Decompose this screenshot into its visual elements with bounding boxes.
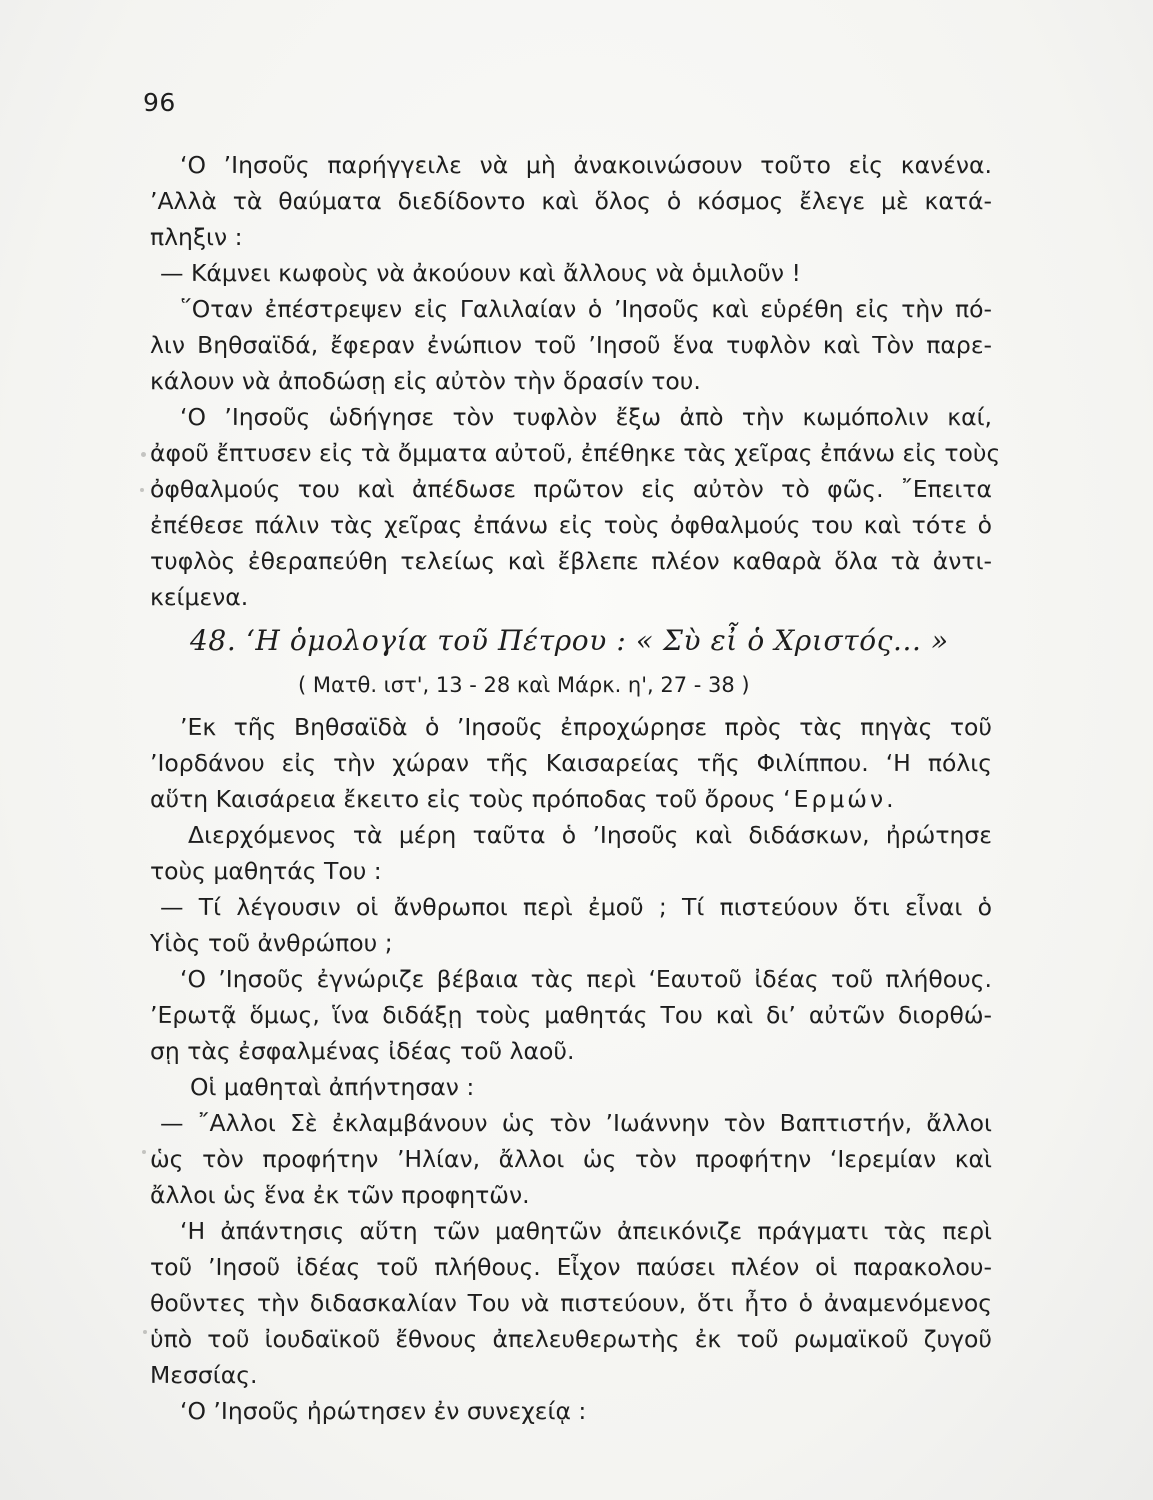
text-line: ’Εκ τῆς Βηθσαϊδὰ ὁ ’Ιησοῦς ἐπροχώρησε πρὸς τὰς πηγὰς τοῦ: [180, 713, 992, 741]
scan-speck: [140, 488, 144, 492]
mountain-name: ‘Ερμών.: [783, 785, 897, 813]
text-line: τοῦ ’Ιησοῦ ἰδέας τοῦ πλήθους. Εἶχον παύσει πλέον οἱ παρακολου-: [150, 1253, 992, 1281]
scripture-citation: ( Ματθ. ιστ', 13 - 28 καὶ Μάρκ. η', 27 - 38 ): [298, 673, 750, 697]
text-line: ῞Οταν ἐπέστρεψεν εἰς Γαλιλαίαν ὁ ’Ιησοῦς καὶ εὑρέθη εἰς τὴν πό-: [180, 295, 992, 323]
page-number: 96: [143, 88, 176, 117]
scan-speck: [142, 1150, 146, 1154]
text-line: κάλουν νὰ ἀποδώσῃ εἰς αὐτὸν τὴν ὅρασίν του.: [150, 367, 701, 395]
text-line: ἐπέθεσε πάλιν τὰς χεῖρας ἐπάνω εἰς τοὺς ὀφθαλμούς του καὶ τότε ὁ: [150, 511, 992, 539]
text-line: ‘Η ἀπάντησις αὕτη τῶν μαθητῶν ἀπεικόνιζε πράγματι τὰς περὶ: [180, 1217, 992, 1245]
text-line: ’Αλλὰ τὰ θαύματα διεδίδοντο καὶ ὅλος ὁ κόσμος ἔλεγε μὲ κατά-: [150, 187, 992, 215]
text-line: ‘Ο ’Ιησοῦς παρήγγειλε νὰ μὴ ἀνακοινώσουν τοῦτο εἰς κανένα.: [180, 151, 992, 179]
text-line: σῃ τὰς ἐσφαλμένας ἰδέας τοῦ λαοῦ.: [150, 1037, 575, 1065]
text-line: Μεσσίας.: [150, 1361, 258, 1389]
text-line: Διερχόμενος τὰ μέρη ταῦτα ὁ ’Ιησοῦς καὶ διδάσκων, ἠρώτησε: [188, 821, 992, 849]
dialogue-line: ἄλλοι ὡς ἕνα ἐκ τῶν προφητῶν.: [150, 1181, 530, 1209]
text-line: θοῦντες τὴν διδασκαλίαν Του νὰ πιστεύουν, ὅτι ἦτο ὁ ἀναμενόμενος: [150, 1289, 992, 1317]
dialogue-line: Υἱὸς τοῦ ἀνθρώπου ;: [150, 929, 393, 957]
section-heading: 48. ‘Η ὁμολογία τοῦ Πέτρου : « Σὺ εἶ ὁ Χριστός... »: [190, 624, 949, 657]
text-fragment: αὕτη Καισάρεια ἔκειτο εἰς τοὺς πρόποδας τοῦ ὄρους: [150, 785, 776, 813]
text-line: ’Ερωτᾷ ὅμως, ἵνα διδάξῃ τοὺς μαθητάς Του καὶ δι’ αὐτῶν διορθώ-: [150, 1001, 992, 1029]
text-line: ’Ιορδάνου εἰς τὴν χώραν τῆς Καισαρείας τῆς Φιλίππου. ‘Η πόλις: [150, 749, 992, 777]
text-line: ‘Ο ’Ιησοῦς ἠρώτησεν ἐν συνεχείᾳ :: [180, 1397, 587, 1425]
text-line: ὀφθαλμούς του καὶ ἀπέδωσε πρῶτον εἰς αὐτὸν τὸ φῶς. ῎Επειτα: [150, 475, 992, 503]
text-line: τοὺς μαθητάς Του :: [150, 857, 382, 885]
dialogue-line: — Τί λέγουσιν οἱ ἄνθρωποι περὶ ἐμοῦ ; Τί πιστεύουν ὅτι εἶναι ὁ: [160, 893, 992, 921]
text-line: Οἱ μαθηταὶ ἀπήντησαν :: [190, 1073, 475, 1101]
text-line: [150, 784, 897, 814]
dialogue-line: — Κάμνει κωφοὺς νὰ ἀκούουν καὶ ἄλλους νὰ ὁμιλοῦν !: [160, 259, 801, 287]
text-line: κείμενα.: [150, 583, 249, 611]
dialogue-line: ὡς τὸν προφήτην ’Ηλίαν, ἄλλοι ὡς τὸν προφήτην ‘Ιερεμίαν καὶ: [150, 1145, 992, 1173]
text-line: ἀφοῦ ἔπτυσεν εἰς τὰ ὄμματα αὐτοῦ, ἐπέθηκε τὰς χεῖρας ἐπάνω εἰς τοὺς: [150, 439, 1001, 467]
text-line: ‘Ο ’Ιησοῦς ὡδήγησε τὸν τυφλὸν ἔξω ἀπὸ τὴν κωμόπολιν καί,: [180, 403, 992, 431]
text-line: ‘Ο ’Ιησοῦς ἐγνώριζε βέβαια τὰς περὶ ‘Εαυτοῦ ἰδέας τοῦ πλήθους.: [180, 965, 992, 993]
text-line: τυφλὸς ἐθεραπεύθη τελείως καὶ ἔβλεπε πλέον καθαρὰ ὅλα τὰ ἀντι-: [150, 547, 992, 575]
scan-speck: [143, 1330, 147, 1334]
text-line: ὑπὸ τοῦ ἰουδαϊκοῦ ἔθνους ἀπελευθερωτὴς ἐκ τοῦ ρωμαϊκοῦ ζυγοῦ: [150, 1325, 992, 1353]
dialogue-line: — ῎Αλλοι Σὲ ἐκλαμβάνουν ὡς τὸν ’Ιωάννην τὸν Βαπτιστήν, ἄλλοι: [160, 1109, 992, 1137]
text-line: λιν Βηθσαϊδά, ἔφεραν ἐνώπιον τοῦ ’Ιησοῦ ἕνα τυφλὸν καὶ Τὸν παρε-: [150, 331, 992, 359]
text-line: πληξιν :: [150, 223, 243, 251]
scan-speck: [141, 452, 146, 457]
